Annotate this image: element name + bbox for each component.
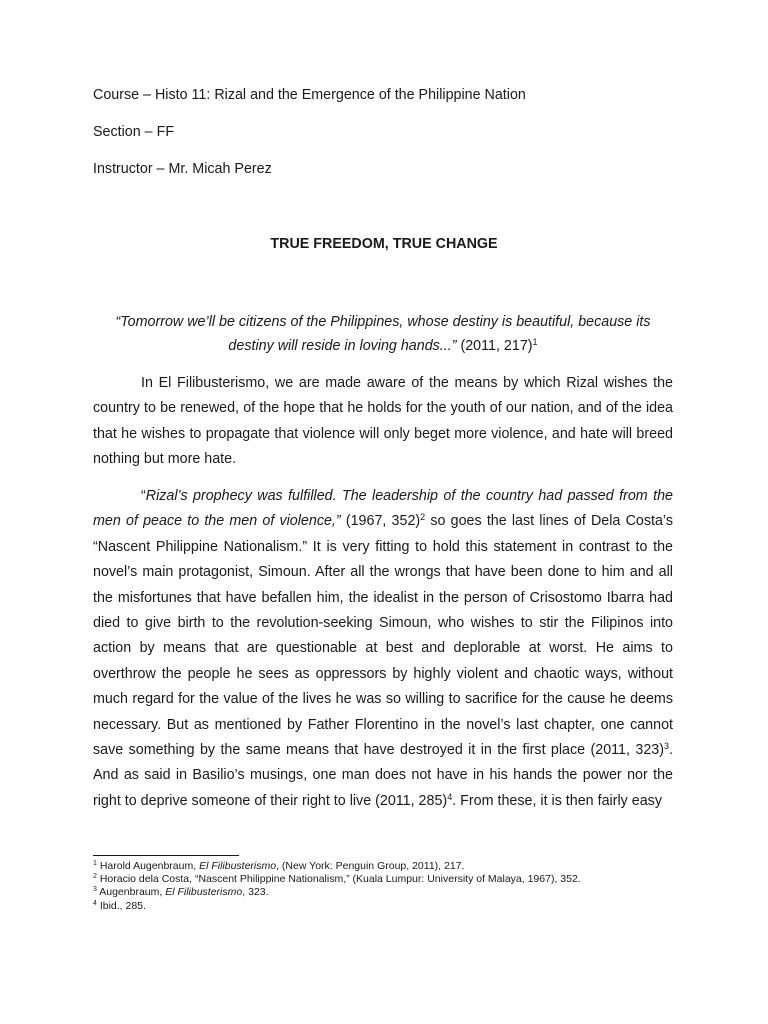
epigraph-citation: (2011, 217) (456, 337, 533, 354)
footnote-text: Harold Augenbraum, (96, 860, 200, 872)
paragraph-2-text-a: so goes the last lines of Dela Costa’s “Nascent Philippine Nationalism.” It is very fitting to hold this statement in contrast to the novel’s main protagonist, Simoun. After all the wrongs that have been done to him and all the misfortunes that have befallen him, the idealist in the person of Crisostomo Ibarra had died to give birth to the revolution-seeking Simoun, who wishes to stir the Filipinos into action by means that are questionable at best and deplorable at worst. He aims to overthrow the people he sees as oppressors by highly violent and chaotic ways, without much regard for the value of the lives he was so willing to sacrifice for the cause he deems necessary. But as mentioned by Father Florentino in the novel’s last chapter, one cannot save something by the same means that have destroyed it in the first place (2011, 323) (93, 513, 673, 759)
footnote-text: Ibid., 285. (96, 899, 146, 912)
section-line: Section – FF (93, 124, 175, 140)
paragraph-2 (93, 484, 673, 814)
footnote-ref-2: 2 (420, 512, 426, 523)
footnote-2 (93, 873, 693, 886)
footnote-divider (93, 855, 239, 856)
paragraph-2-text-b: . And as said in Basilio’s musings, one man does not have in his hands the power nor the right to deprive someone of their right to live (2011, 285) (93, 742, 673, 809)
epigraph (93, 311, 673, 358)
quote-open: “ (141, 488, 146, 504)
paragraph-2-text-c: . From these, it is then fairly easy (452, 792, 662, 809)
instructor-line: Instructor – Mr. Micah Perez (93, 161, 272, 177)
footnote-title: El Filibusterismo (199, 860, 277, 872)
footnote-number: 2 (93, 873, 97, 881)
dela-costa-quote: Rizal’s prophecy was fulfilled. The leadership of the country had passed from the men of peace to the men of violence,” (93, 488, 673, 530)
footnote-text: Horacio dela Costa, “Nascent Philippine Nationalism,” (Kuala Lumpur: University of Malaya, 1967), 352. (96, 873, 581, 886)
footnote-4 (93, 900, 693, 913)
footnote-ref-4: 4 (447, 791, 453, 802)
paragraph-1: In El Filibusterismo, we are made aware of the means by which Rizal wishes the country to be renewed, of the hope that he holds for the youth of our nation, and of the idea that he wishes to propagate that violence will only beget more violence, and hate will breed nothing but more hate. (93, 375, 673, 468)
footnote-text: , (New York: Penguin Group, 2011), 217. (276, 860, 465, 872)
footnote-number: 1 (93, 860, 97, 867)
footnote-ref-3: 3 (664, 741, 670, 752)
footnote-text: , 323. (242, 886, 269, 899)
course-line: Course – Histo 11: Rizal and the Emergence of the Philippine Nation (93, 87, 526, 103)
footnote-1 (93, 860, 693, 873)
epigraph-text: “Tomorrow we’ll be citizens of the Philippines, whose destiny is beautiful, because its destiny will reside in loving hands...” (115, 314, 651, 354)
footnote-title: El Filibusterismo (165, 886, 243, 899)
quote-citation: (1967, 352) (340, 513, 421, 530)
footnote-number: 4 (93, 899, 97, 907)
footnote-number: 3 (93, 886, 97, 894)
footnote-text: Augenbraum, (96, 886, 166, 899)
essay-title: TRUE FREEDOM, TRUE CHANGE (270, 236, 498, 252)
footnote-ref-1: 1 (532, 336, 538, 347)
footnotes (93, 860, 693, 913)
footnote-3 (93, 886, 693, 899)
